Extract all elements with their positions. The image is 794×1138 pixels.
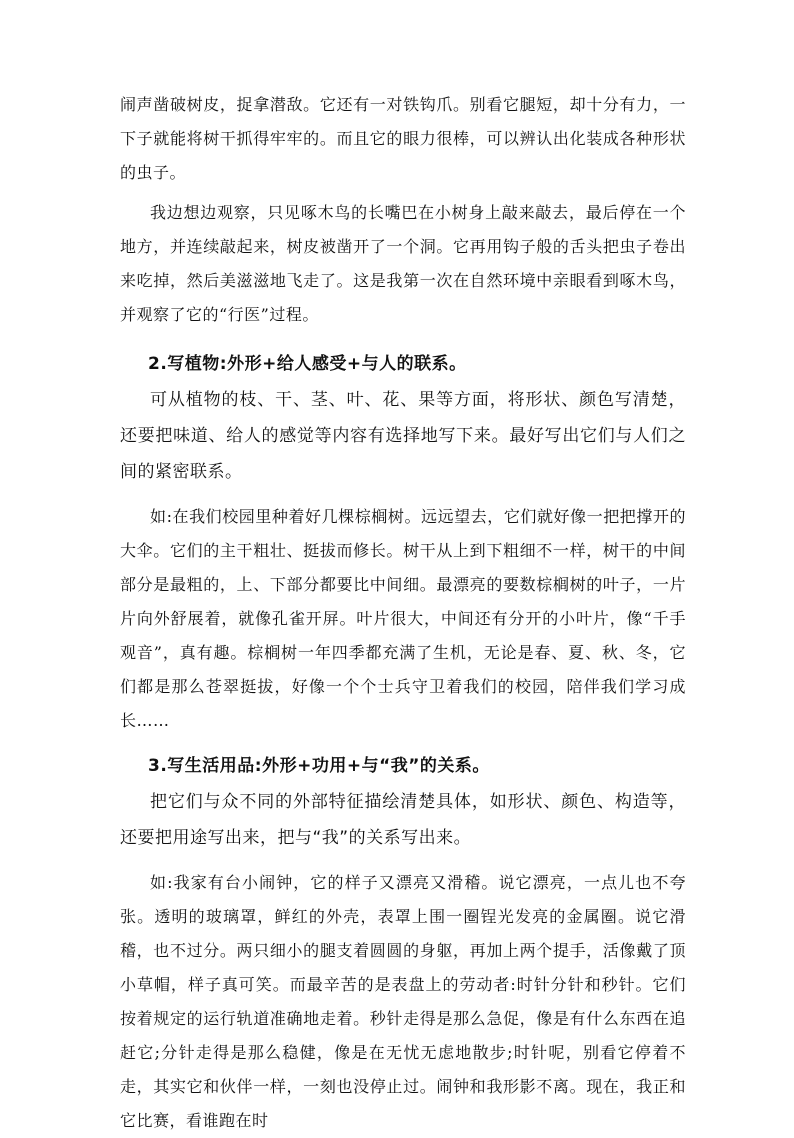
paragraph-woodpecker-observation: 我边想边观察，只见啄木鸟的长嘴巴在小树身上敲来敲去，最后停在一个地方，并连续敲起来，树皮被凿开了一个洞。它再用钩子般的舌头把虫子卷出来吃掉，然后美滋滋地飞走了。这是我第一次在自然环境中亲眼看到啄木鸟，并观察了它的“行医”过程。	[120, 203, 686, 324]
paragraph-plants-guidance: 可从植物的枝、干、茎、叶、花、果等方面，将形状、颜色写清楚，还要把味道、给人的感觉等内容有选择地写下来。最好写出它们与人们之间的紧密联系。	[120, 390, 686, 482]
paragraph-daily-items-guidance: 把它们与众不同的外部特征描绘清楚具体，如形状、颜色、构造等，还要把用途写出来，把与“我”的关系写出来。	[120, 792, 686, 848]
section-heading-daily-items: 3.写生活用品:外形+功用+与“我”的关系。	[148, 756, 490, 776]
paragraph-palm-tree-example: 如:在我们校园里种着好几棵棕榈树。远远望去，它们就好像一把把撑开的大伞。它们的主干粗壮、挺拔而修长。树干从上到下粗细不一样，树干的中间部分是最粗的，上、下部分都要比中间细。最漂亮的要数棕榈树的叶子，一片片向外舒展着，就像孔雀开屏。叶片很大，中间还有分开的小叶片，像“千手观音”，真有趣。棕榈树一年四季都充满了生机，无论是春、夏、秋、冬，它们都是那么苍翠挺拔，好像一个个士兵守卫着我们的校园，陪伴我们学习成长……	[120, 507, 686, 730]
paragraph-woodpecker-abilities: 闹声凿破树皮，捉拿潜敌。它还有一对铁钩爪。别看它腿短，却十分有力，一下子就能将树干抓得牢牢的。而且它的眼力很棒，可以辨认出化装成各种形状的虫子。	[120, 95, 686, 182]
section-heading-plants: 2.写植物:外形+给人感受+与人的联系。	[148, 354, 467, 374]
document-page	[120, 88, 686, 1138]
paragraph-alarm-clock-example: 如:我家有台小闹钟，它的样子又漂亮又滑稽。说它漂亮，一点儿也不夸张。透明的玻璃罩，鲜红的外壳，表罩上围一圈锃光发亮的金属圈。说它滑稽，也不过分。两只细小的腿支着圆圆的身躯，再加上两个提手，活像戴了顶小草帽，样子真可笑。而最辛苦的是表盘上的劳动者:时针分针和秒针。它们按着规定的运行轨道准确地走着。秒针走得是那么急促，像是有什么东西在追赶它;分针走得是那么稳健，像是在无忧无虑地散步;时针呢，别看它停着不走，其实它和伙伴一样，一刻也没停止过。闹钟和我形影不离。现在，我正和它比赛，看谁跑在时	[120, 873, 686, 1130]
